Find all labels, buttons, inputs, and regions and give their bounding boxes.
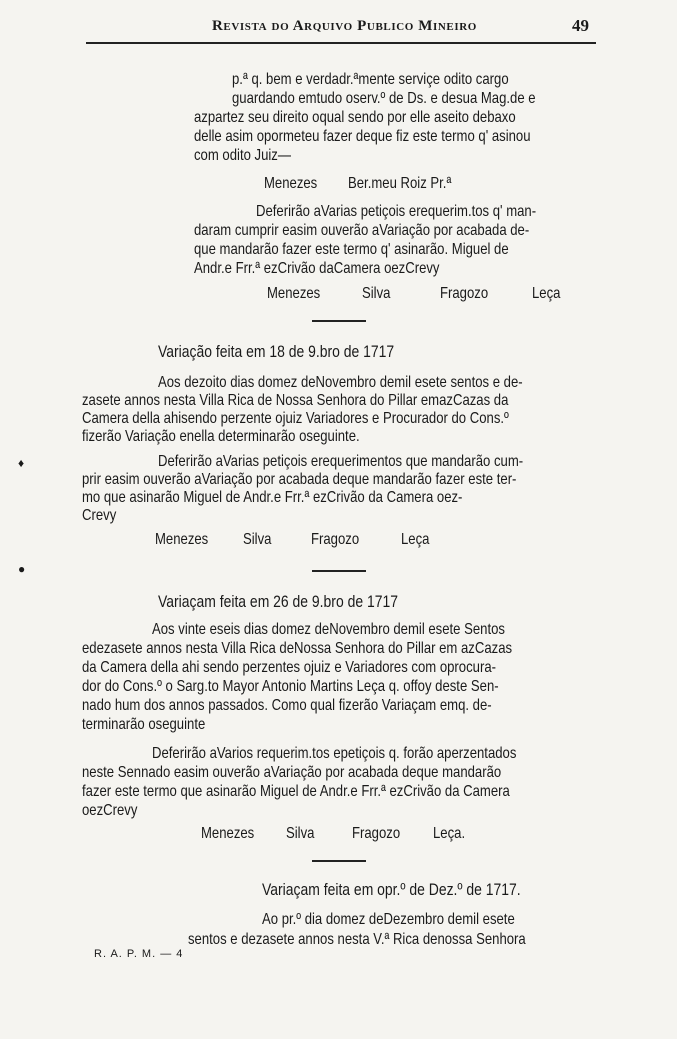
journal-title: Revista do Arquivo Publico Mineiro [212,18,477,34]
text-line: fizerão Variação enella determinarão oseguinte. [82,428,360,445]
text-line: oezCrevy [82,802,138,819]
text-line: dor do Cons.º o Sarg.to Mayor Antonio Martins Leça q. offoy deste Sen- [82,678,499,695]
text-line: fazer este termo que asinarão Miguel de Andr.e Frr.ª ezCrivão da Camera [82,783,510,800]
text-line: delle asim opormeteu fazer deque fiz este termo q' asinou [194,128,531,145]
text-line: azpartez seu direito oqual sendo por elle aseito debaxo [194,109,516,126]
page-number: 49 [572,16,589,35]
signature-silva: Silva [286,825,315,842]
text-line: Andr.e Frr.ª ezCrivão daCamera oezCrevy [194,260,440,277]
signature-fragozo: Fragozo [352,825,401,842]
text-line: Ao pr.º dia domez deDezembro demil esete [262,911,515,928]
section-heading: Variação feita em 18 de 9.bro de 1717 [158,342,395,361]
section-divider [312,320,366,322]
text-line: edezasete annos nesta Villa Rica deNossa Senhora do Pillar em azCazas [82,640,513,657]
signature-fragozo: Fragozo [311,531,360,548]
running-header [0,14,677,40]
text-line: sentos e dezasete annos nesta V.ª Rica denossa Senhora [188,931,526,948]
signature-menezes: Menezes [155,531,209,548]
signature-menezes: Menezes [264,175,318,192]
text-line: Deferirão aVarias petiçois erequerim.tos q' man- [256,203,537,220]
text-line: nado hum dos annos passados. Como qual fizerão Variaçam emq. de- [82,697,492,714]
text-line: p.ª q. bem e verdadr.ªmente serviçe odito cargo [232,71,509,88]
text-line: Camera della ahisendo perzente ojuiz Variadores e Procurador do Cons.º [82,410,509,427]
signature-bernardo: Ber.meu Roiz Pr.ª [348,175,452,192]
text-line: neste Sennado easim ouverão aVariação por acabada deque mandarão [82,764,502,781]
section-divider [312,860,366,862]
header-rule [86,42,596,44]
margin-mark-icon: ● [18,562,26,576]
text-line: zasete annos nesta Villa Rica de Nossa Senhora do Pillar emazCazas da [82,392,509,409]
text-line: prir easim ouverão aVariação por acabada deque mandarão fazer este ter- [82,471,517,488]
text-line: Deferirão aVarias petiçois erequerimentos que mandarão cum- [158,453,524,470]
margin-mark-icon: ♦ [18,456,25,470]
text-line: mo que asinarão Miguel de Andr.e Frr.ª ezCrivão da Camera oez- [82,489,463,506]
signature-leca: Leça [532,285,561,302]
signature-silva: Silva [243,531,272,548]
text-line: Deferirão aVarios requerim.tos epetiçois q. forão aperzentados [152,745,517,762]
text-line: que mandarão fazer este termo q' asinarão. Miguel de [194,241,509,258]
section-divider [312,570,366,572]
text-line: com odito Juiz— [194,147,291,164]
section-heading: Variaçam feita em opr.º de Dez.º de 1717. [262,880,521,899]
signature-menezes: Menezes [201,825,255,842]
signature-fragozo: Fragozo [440,285,489,302]
printer-signature-mark: R. A. P. M. — 4 [94,948,184,960]
signature-leca: Leça. [433,825,466,842]
section-heading: Variaçam feita em 26 de 9.bro de 1717 [158,592,398,611]
text-line: Crevy [82,507,117,524]
signature-menezes: Menezes [267,285,321,302]
signature-silva: Silva [362,285,391,302]
text-line: guardando emtudo oserv.º de Ds. e desua Mag.de e [232,90,536,107]
text-line: Aos dezoito dias domez deNovembro demil esete sentos e de- [158,374,523,391]
text-line: daram cumprir easim ouverão aVariação por acabada de- [194,222,530,239]
text-line: terminarão oseguinte [82,716,206,733]
text-line: Aos vinte eseis dias domez deNovembro demil esete Sentos [152,621,505,638]
signature-leca: Leça [401,531,430,548]
text-line: da Camera della ahi sendo perzentes ojuiz e Variadores com oprocura- [82,659,496,676]
